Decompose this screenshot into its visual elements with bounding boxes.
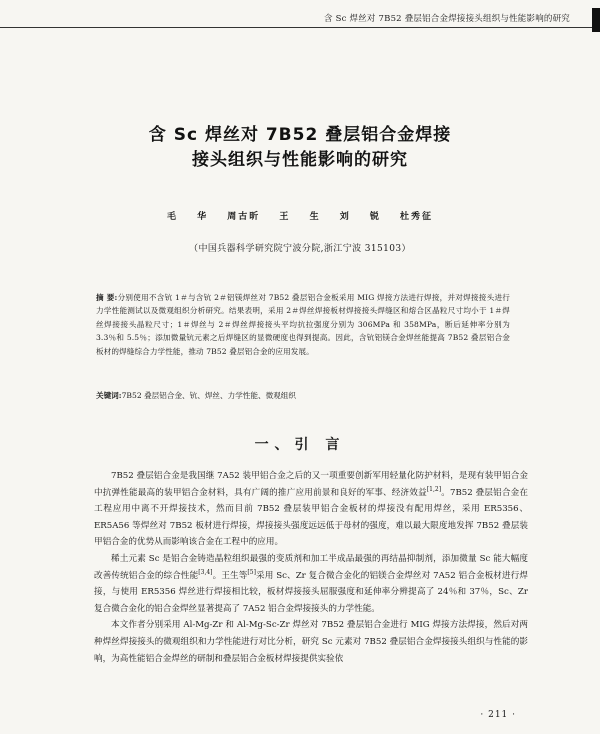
keywords bbox=[96, 389, 510, 402]
citation-ref: [1,2] bbox=[426, 485, 442, 493]
section-heading-introduction: 一、引 言 bbox=[254, 437, 346, 453]
abstract-label: 摘 要: bbox=[96, 293, 118, 302]
paper-title-line-1: 含 Sc 焊丝对 7B52 叠层铝合金焊接 bbox=[148, 125, 452, 145]
page-number: · 211 · bbox=[480, 710, 516, 720]
author-list: 毛 华 周古昕 王 生 刘 锐 杜秀征 bbox=[167, 212, 433, 222]
header-rule bbox=[0, 27, 595, 28]
paragraph-1 bbox=[94, 468, 528, 551]
paragraph-2-tail: 采用 Sc、Zr 复合微合金化的铝镁合金焊丝对 7A52 铝合金板材进行焊接，与使用 ER5356 焊丝进行焊接相比较，板材焊接接头屈服强度和延伸率分辨提高了 24％和 37％，Sc、Zr 复合微合金化的铝合金焊丝显著提高了 7A52 铝合金焊接接头的力学性能。 bbox=[94, 570, 528, 614]
keywords-text: 7B52 叠层铝合金、钪、焊丝、力学性能、微观组织 bbox=[121, 391, 296, 400]
paragraph-1-tail: 。7B52 叠层铝合金在工程应用中离不开焊接技术，然而目前 7B52 叠层装甲铝合金板材的焊接没有配用焊丝，采用 ER5356、ER5A56 等焊丝对 7B52 板材进行焊接，焊接接头强度远远低于母材的强度，难以最大限度地发挥 7B52 叠层装甲铝合金的优势从而影响该合金在工程中的应用。 bbox=[94, 487, 528, 548]
paragraph-1-text: 7B52 叠层铝合金是我国继 7A52 装甲铝合金之后的又一项重要创新军用轻量化防护材料，是现有装甲铝合金中抗弹性能最高的装甲铝合金材料，具有广阔的推广应用前景和良好的军事、经济效益 bbox=[94, 471, 528, 498]
keywords-label: 关键词: bbox=[96, 391, 122, 400]
abstract-text: 分别使用不含钪 1＃与含钪 2＃铝镁焊丝对 7B52 叠层铝合金板采用 MIG 焊接方法进行焊接，并对焊接接头进行力学性能测试以及微观组织分析研究。结果表明，采用 2＃焊丝焊接板材焊接接头焊缝区和熔合区晶粒尺寸均小于 1＃焊丝焊接接头晶粒尺寸；1＃焊丝与 2＃焊丝焊接接头平均抗拉强度分别为 306MPa 和 358MPa，断后延伸率分别为 3.3％和 5.5％；添加微量钪元素之后焊缝区的显微硬度也得到提高。因此，含钪铝镁合金焊丝能提高 7B52 叠层铝合金板材的焊缝综合力学性能，推动 7B52 叠层铝合金的应用发展。 bbox=[96, 293, 510, 356]
affiliation: （中国兵器科学研究院宁波分院,浙江宁波 315103） bbox=[189, 244, 411, 254]
paragraph-2-mid: 。王生等 bbox=[212, 570, 248, 581]
body-text bbox=[94, 468, 528, 667]
citation-ref: [3,4] bbox=[198, 568, 213, 576]
running-header-text: 含 Sc 焊丝对 7B52 叠层铝合金焊接接头组织与性能影响的研究 bbox=[324, 14, 570, 24]
paragraph-2-text: 稀土元素 Sc 是铝合金铸造晶粒组织最强的变质剂和加工半成品最强的再结晶抑制剂，添加微量 Sc 能大幅度改善传统铝合金的综合性能 bbox=[94, 553, 528, 581]
paragraph-3: 本文作者分别采用 Al-Mg-Zr 和 Al-Mg-Sc-Zr 焊丝对 7B52 叠层铝合金进行 MIG 焊接方法焊接，然后对两种焊丝焊接接头的微观组织和力学性能进行对比分析，研究 Sc 元素对 7B52 叠层铝合金焊接接头组织与性能的影响，为高性能铝合金焊丝的研制和叠层铝合金板材焊接提供实验依 bbox=[94, 620, 528, 664]
header-tab-marker bbox=[592, 8, 600, 32]
paragraph-2 bbox=[94, 551, 528, 617]
abstract bbox=[96, 291, 510, 358]
citation-ref: [5] bbox=[247, 568, 256, 576]
paper-title-line-2: 接头组织与性能影响的研究 bbox=[192, 150, 408, 170]
running-header bbox=[0, 0, 600, 30]
